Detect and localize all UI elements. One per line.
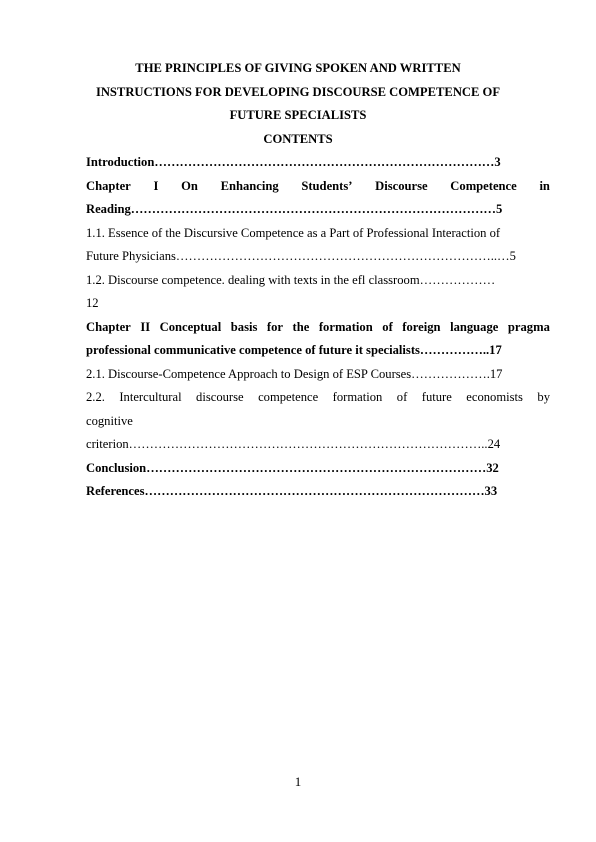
toc-word: On: [181, 178, 198, 193]
toc-word: basis: [230, 319, 258, 334]
toc-word: Discourse: [375, 178, 428, 193]
toc-entry-chapter-1-line-2: Reading……………………………………………………………………………5: [86, 202, 503, 216]
toc-word: Chapter: [86, 319, 131, 334]
table-of-contents: [86, 151, 550, 504]
toc-word: 2.2.: [86, 390, 105, 404]
toc-entry-2-2-line-1: [86, 386, 550, 410]
document-title: [60, 57, 536, 151]
toc-word: economists: [466, 390, 523, 404]
toc-word: pragma: [507, 319, 550, 334]
toc-entry-2-2-line-3: criterion…………………………………………………………………………..24: [86, 437, 501, 451]
toc-entry-1-2-line-1: 1.2. Discourse competence. dealing with texts in the efl classroom………………: [86, 272, 496, 287]
title-line-1: THE PRINCIPLES OF GIVING SPOKEN AND WRITTEN: [135, 61, 461, 75]
toc-entry-1-1-line-2: Future Physicians…………………………………………………………………..…5: [86, 249, 516, 263]
toc-word: formation: [332, 390, 383, 404]
title-line-2: INSTRUCTIONS FOR DEVELOPING DISCOURSE COMPETENCE OF: [95, 84, 501, 99]
toc-entry-1-1-line-1: 1.1. Essence of the Discursive Competence as a Part of Professional Interaction of: [86, 225, 501, 240]
toc-word: II: [140, 319, 151, 334]
toc-entry-chapter-1-line-1: [86, 175, 550, 199]
toc-word: Competence: [450, 178, 517, 193]
toc-word: formation: [318, 319, 373, 334]
toc-entry-chapter-2-line-1: [86, 316, 550, 340]
title-line-3: FUTURE SPECIALISTS: [229, 108, 367, 122]
toc-word: of: [382, 319, 393, 334]
toc-word: discourse: [196, 390, 244, 404]
toc-entry-2-1: 2.1. Discourse-Competence Approach to Design of ESP Courses……………….17: [86, 366, 503, 381]
toc-entry-conclusion: Conclusion………………………………………………………………………32: [86, 460, 499, 475]
toc-word: the: [292, 319, 310, 334]
toc-entry-1-2-line-2: 12: [86, 296, 99, 310]
contents-heading: CONTENTS: [263, 131, 333, 146]
toc-entry-chapter-2-line-2: professional communicative competence of future it specialists……………..17: [86, 343, 502, 357]
toc-entry-references: References………………………………………………………………………33: [86, 484, 498, 498]
toc-word: in: [539, 178, 550, 193]
page-number: 1: [294, 774, 302, 789]
toc-word: foreign: [402, 319, 441, 334]
toc-word: Conceptual: [159, 319, 222, 334]
toc-word: Enhancing: [220, 178, 279, 193]
toc-entry-2-2-line-2: cognitive: [86, 413, 133, 428]
toc-word: I: [153, 178, 159, 193]
toc-word: future: [421, 390, 452, 404]
toc-word: Students’: [301, 178, 353, 193]
toc-word: competence: [258, 390, 319, 404]
toc-entry-introduction: Introduction………………………………………………………………………3: [86, 155, 501, 169]
toc-word: by: [537, 390, 550, 404]
toc-word: Chapter: [86, 178, 131, 193]
toc-word: language: [450, 319, 499, 334]
toc-word: of: [396, 390, 408, 404]
toc-word: Intercultural: [119, 390, 182, 404]
toc-word: for: [266, 319, 283, 334]
